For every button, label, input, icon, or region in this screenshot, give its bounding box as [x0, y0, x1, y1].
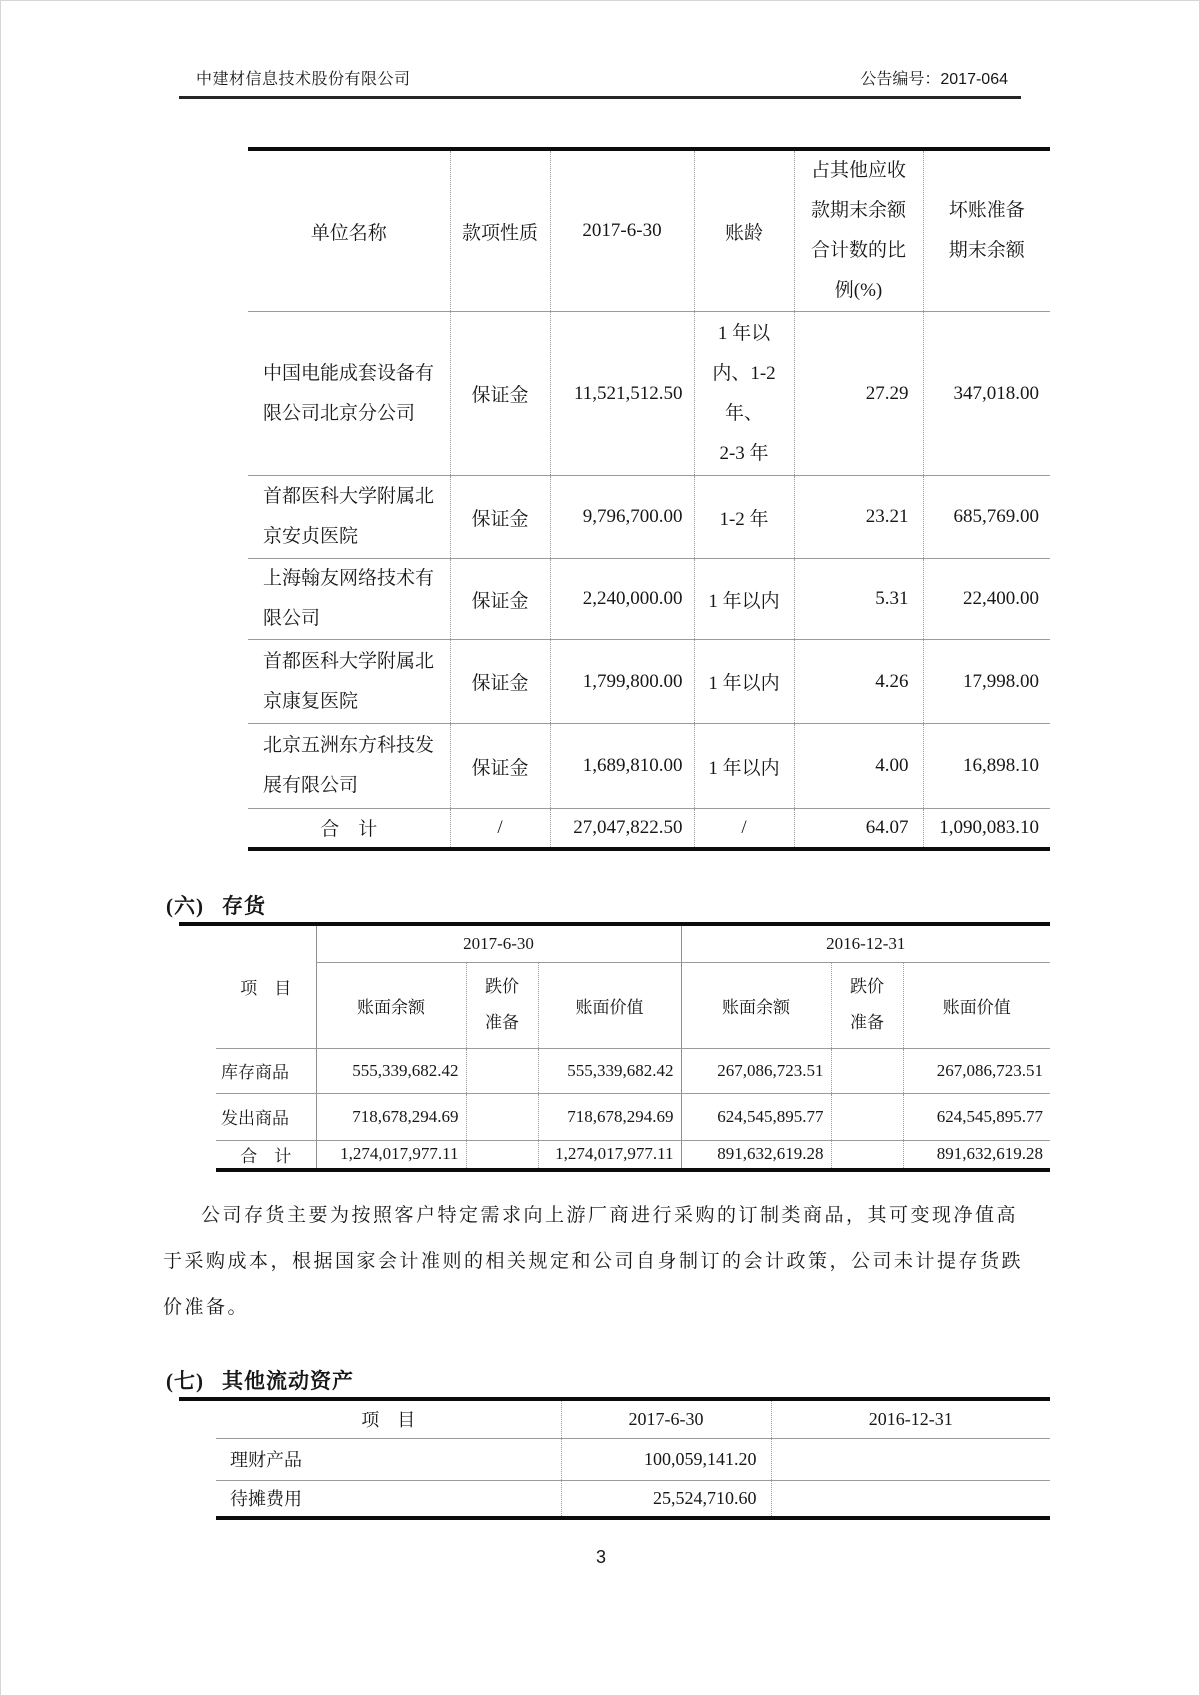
amount-cell: 1,689,810.00	[550, 724, 694, 809]
ratio-cell: 4.00	[794, 724, 923, 809]
unit-name-cell	[248, 559, 450, 640]
provision-cell: 16,898.10	[923, 724, 1050, 809]
period2-value-cell	[771, 1438, 1050, 1480]
balance-cell: 891,632,619.28	[681, 1140, 831, 1170]
impairment-cell	[466, 1140, 538, 1170]
cell-line: 展有限公司	[263, 775, 359, 796]
header-line: 跌价	[850, 977, 885, 996]
value-cell: 1,274,017,977.11	[538, 1140, 681, 1170]
sub-header-row	[216, 962, 1050, 1048]
amount-cell: 27,047,822.50	[550, 809, 694, 849]
balance-header: 账面余额	[316, 962, 466, 1048]
aging-cell: /	[694, 809, 794, 849]
ratio-cell: 64.07	[794, 809, 923, 849]
table-row	[248, 312, 1050, 476]
aging-cell: 1-2 年	[694, 476, 794, 559]
value-cell: 267,086,723.51	[903, 1048, 1050, 1093]
note-line: 价准备。	[163, 1297, 250, 1318]
section-6-index: (六)	[166, 894, 204, 918]
value-cell: 624,545,895.77	[903, 1093, 1050, 1140]
table-row	[216, 1480, 1050, 1518]
page-number: 3	[595, 1547, 606, 1567]
nature-cell: 保证金	[450, 640, 550, 724]
header-line: 款期末余额	[810, 200, 906, 221]
provision-cell: 347,018.00	[923, 312, 1050, 476]
inventory-note	[163, 1193, 1045, 1331]
value-cell: 891,632,619.28	[903, 1140, 1050, 1170]
notice-label: 公告编号：	[860, 71, 941, 88]
amount-cell: 1,799,800.00	[550, 640, 694, 724]
ratio-cell: 5.31	[794, 559, 923, 640]
impairment-cell	[831, 1048, 903, 1093]
note-line: 公司存货主要为按照客户特定需求向上游厂商进行采购的订制类商品，其可变现净值高	[201, 1205, 1019, 1226]
cell-line: 1 年以	[717, 322, 771, 344]
notice-number: 2017-064	[940, 71, 1008, 88]
other-current-assets-table	[216, 1401, 1050, 1520]
period1-header: 2017-6-30	[316, 926, 681, 962]
period2-header: 2016-12-31	[771, 1401, 1050, 1438]
value-cell: 555,339,682.42	[538, 1048, 681, 1093]
ratio-cell: 23.21	[794, 476, 923, 559]
period1-value-cell: 100,059,141.20	[561, 1438, 771, 1480]
impairment-cell	[466, 1048, 538, 1093]
header-line: 跌价	[485, 977, 519, 996]
table-header-row	[248, 149, 1050, 312]
impairment-header	[466, 962, 538, 1048]
period2-value-cell	[771, 1480, 1050, 1518]
header-rule	[179, 96, 1021, 99]
cell-line: 2-3 年	[719, 442, 769, 464]
balance-cell: 624,545,895.77	[681, 1093, 831, 1140]
aging-cell: 1 年以内	[694, 640, 794, 724]
provision-cell: 17,998.00	[923, 640, 1050, 724]
provision-cell: 22,400.00	[923, 559, 1050, 640]
nature-cell: 保证金	[450, 312, 550, 476]
amount-cell: 9,796,700.00	[550, 476, 694, 559]
section-6-heading	[166, 890, 266, 920]
balance-header: 账面余额	[681, 962, 831, 1048]
period1-header: 2017-6-30	[561, 1401, 771, 1438]
amount-cell: 2,240,000.00	[550, 559, 694, 640]
cell-line: 首都医科大学附属北	[263, 486, 435, 507]
value-header: 账面价值	[903, 962, 1050, 1048]
table-row	[248, 476, 1050, 559]
section-6-title: 存货	[222, 894, 266, 918]
item-cell: 库存商品	[216, 1048, 316, 1093]
item-header: 项 目	[216, 926, 316, 1048]
period2-header: 2016-12-31	[681, 926, 1050, 962]
company-name: 中建材信息技术股份有限公司	[196, 71, 411, 88]
value-cell: 718,678,294.69	[538, 1093, 681, 1140]
nature-cell: 保证金	[450, 559, 550, 640]
cell-line: 年、	[724, 402, 763, 424]
cell-line: 北京五洲东方科技发	[263, 735, 435, 756]
section-7-index: (七)	[166, 1369, 204, 1393]
cell-line: 中国电能成套设备有	[263, 362, 435, 384]
document-header	[1, 65, 1200, 95]
inventory-table	[216, 926, 1050, 1172]
item-cell: 理财产品	[216, 1438, 561, 1480]
aging-cell: 1 年以内	[694, 724, 794, 809]
period-header-row	[216, 926, 1050, 962]
item-cell: 发出商品	[216, 1093, 316, 1140]
cell-line: 京康复医院	[263, 690, 359, 712]
cell-line: 京安贞医院	[263, 526, 359, 547]
balance-cell: 718,678,294.69	[316, 1093, 466, 1140]
balance-cell: 1,274,017,977.11	[316, 1140, 466, 1170]
period1-value-cell: 25,524,710.60	[561, 1480, 771, 1518]
header-line: 准备	[850, 1013, 885, 1032]
ratio-cell: 4.26	[794, 640, 923, 724]
cell-line: 首都医科大学附属北	[263, 650, 435, 672]
aging-cell: 1 年以内	[694, 559, 794, 640]
date-header: 2017-6-30	[550, 149, 694, 312]
table-total-row	[248, 809, 1050, 849]
unit-name-cell	[248, 724, 450, 809]
item-header: 项 目	[216, 1401, 561, 1438]
header-line: 占其他应收	[810, 160, 906, 181]
impairment-cell	[831, 1093, 903, 1140]
header-line: 坏账准备	[948, 200, 1025, 221]
other-receivables-table	[248, 147, 1050, 851]
impairment-cell	[466, 1093, 538, 1140]
unit-name-header: 单位名称	[248, 149, 450, 312]
section-7-heading	[166, 1365, 354, 1395]
provision-header	[923, 149, 1050, 312]
table-total-row	[216, 1140, 1050, 1170]
balance-cell: 555,339,682.42	[316, 1048, 466, 1093]
unit-name-cell	[248, 312, 450, 476]
header-line: 例(%)	[834, 280, 883, 301]
item-cell: 待摊费用	[230, 1489, 302, 1510]
table-row	[216, 1093, 1050, 1140]
table-row	[216, 1438, 1050, 1480]
ratio-cell: 27.29	[794, 312, 923, 476]
amount-cell: 11,521,512.50	[550, 312, 694, 476]
cell-line: 上海翰友网络技术有	[263, 568, 435, 589]
header-line: 期末余额	[948, 240, 1025, 261]
aging-header: 账龄	[694, 149, 794, 312]
impairment-cell	[831, 1140, 903, 1170]
section-7-title: 其他流动资产	[222, 1369, 354, 1393]
table-row	[248, 559, 1050, 640]
header-line: 准备	[485, 1013, 519, 1032]
total-label-cell: 合 计	[320, 819, 378, 841]
header-line: 合计数的比	[810, 240, 906, 261]
unit-name-cell	[248, 640, 450, 724]
ratio-header	[794, 149, 923, 312]
unit-name-cell	[248, 476, 450, 559]
nature-cell: 保证金	[450, 724, 550, 809]
provision-cell: 1,090,083.10	[923, 809, 1050, 849]
impairment-header	[831, 962, 903, 1048]
table-row	[216, 1048, 1050, 1093]
balance-cell: 267,086,723.51	[681, 1048, 831, 1093]
aging-cell	[694, 312, 794, 476]
notice-number-block	[860, 65, 1008, 95]
note-line: 于采购成本，根据国家会计准则的相关规定和公司自身制订的会计政策，公司未计提存货跌	[163, 1251, 1024, 1272]
nature-cell: 保证金	[450, 476, 550, 559]
table-row	[248, 640, 1050, 724]
provision-cell: 685,769.00	[923, 476, 1050, 559]
cell-line: 内、1-2	[712, 362, 776, 384]
table-header-row	[216, 1401, 1050, 1438]
nature-header: 款项性质	[450, 149, 550, 312]
value-header: 账面价值	[538, 962, 681, 1048]
table-row	[248, 724, 1050, 809]
cell-line: 限公司	[263, 608, 321, 629]
nature-cell: /	[450, 809, 550, 849]
cell-line: 限公司北京分公司	[263, 402, 416, 424]
total-label-cell: 合 计	[240, 1146, 292, 1166]
